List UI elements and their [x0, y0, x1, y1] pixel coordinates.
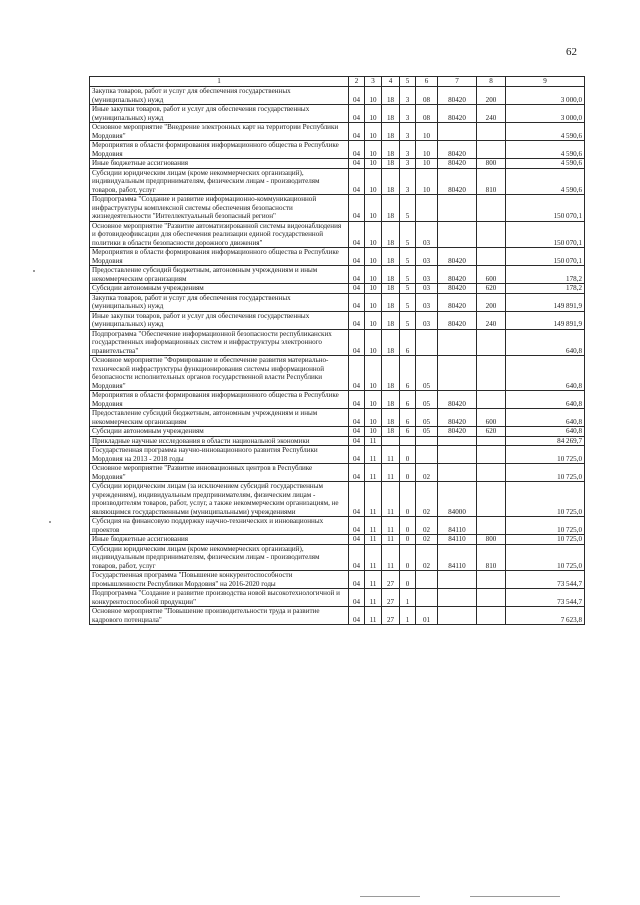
- subsection-code-cell: 11: [365, 589, 382, 607]
- section-code-cell: 04: [349, 409, 365, 427]
- direction-code-cell: [438, 436, 477, 446]
- subprogram-code-cell: 0: [400, 544, 416, 571]
- section-code-cell: 04: [349, 284, 365, 294]
- subprogram-code-cell: 1: [400, 589, 416, 607]
- row-name-cell: Подпрограмма "Создание и развитие информационно-коммуникационной инфраструктуры комплексной системы обеспечения безопасности жизнедеятельности "Интеллектуальный безопасный регион": [90, 195, 349, 222]
- amount-cell: 4 590,6: [506, 168, 585, 195]
- expense-type-cell: [477, 123, 506, 141]
- direction-code-cell: 80420: [438, 409, 477, 427]
- amount-cell: 10 725,0: [506, 517, 585, 535]
- row-name-cell: Подпрограмма "Создание и развитие производства новой высокотехнологичной и конкурентоспособной продукции": [90, 589, 349, 607]
- expense-type-cell: [477, 248, 506, 266]
- header-cell: 7: [438, 77, 477, 87]
- subsection-code-cell: 11: [365, 436, 382, 446]
- subprogram-code-cell: 3: [400, 168, 416, 195]
- amount-cell: 4 590,6: [506, 123, 585, 141]
- amount-cell: 3 000,0: [506, 105, 585, 123]
- section-code-cell: 04: [349, 195, 365, 222]
- header-cell: 4: [382, 77, 400, 87]
- amount-cell: 640,8: [506, 409, 585, 427]
- expense-type-cell: 810: [477, 544, 506, 571]
- activity-code-cell: 02: [416, 517, 438, 535]
- section-code-cell: 04: [349, 356, 365, 391]
- subsection-code-cell: 11: [365, 464, 382, 482]
- section-code-cell: 04: [349, 427, 365, 437]
- activity-code-cell: [416, 195, 438, 222]
- table-row: [90, 284, 585, 294]
- subsection-code-cell: 10: [365, 329, 382, 356]
- subprogram-code-cell: 6: [400, 409, 416, 427]
- direction-code-cell: 80420: [438, 248, 477, 266]
- activity-code-cell: 10: [416, 168, 438, 195]
- amount-cell: 640,8: [506, 427, 585, 437]
- table-header-row: [90, 77, 585, 87]
- subprogram-code-cell: 5: [400, 221, 416, 248]
- header-cell: 8: [477, 77, 506, 87]
- section-code-cell: 04: [349, 446, 365, 464]
- amount-cell: 150 070,1: [506, 221, 585, 248]
- program-code-cell: 18: [382, 391, 400, 409]
- amount-cell: 7 623,8: [506, 607, 585, 625]
- program-code-cell: 27: [382, 571, 400, 589]
- direction-code-cell: 80420: [438, 427, 477, 437]
- subsection-code-cell: 10: [365, 87, 382, 105]
- row-name-cell: Субсидии автономным учреждениям: [90, 427, 349, 437]
- expense-type-cell: [477, 391, 506, 409]
- table-row: [90, 607, 585, 625]
- subprogram-code-cell: 3: [400, 123, 416, 141]
- subsection-code-cell: 10: [365, 159, 382, 169]
- row-name-cell: Закупка товаров, работ и услуг для обеспечения государственных (муниципальных) нужд: [90, 87, 349, 105]
- expense-type-cell: [477, 329, 506, 356]
- subsection-code-cell: 10: [365, 311, 382, 329]
- direction-code-cell: 80420: [438, 168, 477, 195]
- section-code-cell: 04: [349, 248, 365, 266]
- row-name-cell: Иные закупки товаров, работ и услуг для обеспечения государственных (муниципальных) нужд: [90, 311, 349, 329]
- direction-code-cell: 80420: [438, 311, 477, 329]
- direction-code-cell: 80420: [438, 391, 477, 409]
- activity-code-cell: 10: [416, 159, 438, 169]
- scan-mark: [470, 896, 560, 897]
- program-code-cell: 18: [382, 293, 400, 311]
- table-row: [90, 195, 585, 222]
- section-code-cell: 04: [349, 105, 365, 123]
- program-code-cell: 18: [382, 123, 400, 141]
- table-row: [90, 391, 585, 409]
- row-name-cell: Субсидии юридическим лицам (кроме некоммерческих организаций), индивидуальным предпринимателям, физическим лицам - производителям товаров, работ, услуг: [90, 168, 349, 195]
- subsection-code-cell: 10: [365, 409, 382, 427]
- table-row: [90, 517, 585, 535]
- subsection-code-cell: 10: [365, 356, 382, 391]
- activity-code-cell: 08: [416, 105, 438, 123]
- program-code-cell: [382, 436, 400, 446]
- subprogram-code-cell: 6: [400, 427, 416, 437]
- subprogram-code-cell: 3: [400, 159, 416, 169]
- row-name-cell: Иные бюджетные ассигнования: [90, 159, 349, 169]
- amount-cell: 640,8: [506, 329, 585, 356]
- row-name-cell: Основное мероприятие "Формирование и обеспечение развития материально-технической инфраструктуры функционирования системы информационной безопасности исполнительных органов государственной власти Республики Мордовия": [90, 356, 349, 391]
- row-name-cell: Мероприятия в области формирования информационного общества в Республике Мордовия: [90, 141, 349, 159]
- amount-cell: 10 725,0: [506, 535, 585, 545]
- activity-code-cell: 05: [416, 391, 438, 409]
- section-code-cell: 04: [349, 544, 365, 571]
- amount-cell: 149 891,9: [506, 293, 585, 311]
- table-row: [90, 159, 585, 169]
- subsection-code-cell: 11: [365, 482, 382, 517]
- expense-type-cell: 240: [477, 311, 506, 329]
- expense-type-cell: 200: [477, 87, 506, 105]
- expense-type-cell: 620: [477, 284, 506, 294]
- activity-code-cell: [416, 589, 438, 607]
- program-code-cell: 18: [382, 266, 400, 284]
- row-name-cell: Субсидии автономным учреждениям: [90, 284, 349, 294]
- table-row: [90, 571, 585, 589]
- table-row: [90, 123, 585, 141]
- section-code-cell: 04: [349, 123, 365, 141]
- expense-type-cell: [477, 482, 506, 517]
- amount-cell: 10 725,0: [506, 482, 585, 517]
- subsection-code-cell: 10: [365, 293, 382, 311]
- amount-cell: 10 725,0: [506, 464, 585, 482]
- table-row: [90, 464, 585, 482]
- subprogram-code-cell: 3: [400, 87, 416, 105]
- amount-cell: 4 590,6: [506, 141, 585, 159]
- activity-code-cell: 08: [416, 87, 438, 105]
- subprogram-code-cell: 3: [400, 105, 416, 123]
- direction-code-cell: 84110: [438, 535, 477, 545]
- subprogram-code-cell: 5: [400, 248, 416, 266]
- subprogram-code-cell: 0: [400, 464, 416, 482]
- header-cell: 1: [90, 77, 349, 87]
- table-row: [90, 141, 585, 159]
- program-code-cell: 18: [382, 284, 400, 294]
- amount-cell: 73 544,7: [506, 589, 585, 607]
- row-name-cell: Государственная программа "Повышение конкурентоспособности промышленности Республики Мордовия" на 2016-2020 годы: [90, 571, 349, 589]
- activity-code-cell: 10: [416, 123, 438, 141]
- section-code-cell: 04: [349, 141, 365, 159]
- direction-code-cell: 80420: [438, 87, 477, 105]
- expense-type-cell: [477, 464, 506, 482]
- section-code-cell: 04: [349, 168, 365, 195]
- header-cell: 9: [506, 77, 585, 87]
- section-code-cell: 04: [349, 266, 365, 284]
- activity-code-cell: [416, 446, 438, 464]
- amount-cell: 178,2: [506, 284, 585, 294]
- program-code-cell: 18: [382, 141, 400, 159]
- direction-code-cell: [438, 446, 477, 464]
- section-code-cell: 04: [349, 159, 365, 169]
- activity-code-cell: 03: [416, 266, 438, 284]
- table-row: [90, 446, 585, 464]
- subprogram-code-cell: 0: [400, 446, 416, 464]
- amount-cell: 4 590,6: [506, 159, 585, 169]
- amount-cell: 84 269,7: [506, 436, 585, 446]
- expense-type-cell: 620: [477, 427, 506, 437]
- activity-code-cell: 02: [416, 482, 438, 517]
- direction-code-cell: [438, 589, 477, 607]
- page-number: 62: [566, 46, 577, 58]
- direction-code-cell: [438, 464, 477, 482]
- amount-cell: 150 070,1: [506, 195, 585, 222]
- table-row: [90, 293, 585, 311]
- section-code-cell: 04: [349, 589, 365, 607]
- section-code-cell: 04: [349, 221, 365, 248]
- section-code-cell: 04: [349, 571, 365, 589]
- subprogram-code-cell: 6: [400, 329, 416, 356]
- amount-cell: 178,2: [506, 266, 585, 284]
- row-name-cell: Основное мероприятие "Развитие автоматизированной системы видеонаблюдения и фотовидеофиксации для обеспечения реализации единой государственной политики в области безопасности дорожного движения": [90, 221, 349, 248]
- section-code-cell: 04: [349, 293, 365, 311]
- activity-code-cell: 02: [416, 544, 438, 571]
- section-code-cell: 04: [349, 535, 365, 545]
- expense-type-cell: [477, 195, 506, 222]
- subsection-code-cell: 10: [365, 221, 382, 248]
- direction-code-cell: 84110: [438, 544, 477, 571]
- header-cell: 2: [349, 77, 365, 87]
- section-code-cell: 04: [349, 87, 365, 105]
- table-row: [90, 311, 585, 329]
- program-code-cell: 18: [382, 105, 400, 123]
- table-row: [90, 535, 585, 545]
- activity-code-cell: 05: [416, 427, 438, 437]
- expense-type-cell: 600: [477, 266, 506, 284]
- activity-code-cell: 10: [416, 141, 438, 159]
- activity-code-cell: [416, 329, 438, 356]
- activity-code-cell: 03: [416, 284, 438, 294]
- expense-type-cell: 200: [477, 293, 506, 311]
- subsection-code-cell: 10: [365, 391, 382, 409]
- row-name-cell: Подпрограмма "Обеспечение информационной безопасности республиканских государственных информационных систем и инфраструктуры электронного правительства": [90, 329, 349, 356]
- direction-code-cell: 84110: [438, 517, 477, 535]
- activity-code-cell: 03: [416, 248, 438, 266]
- row-name-cell: Основное мероприятие "Развитие инновационных центров в Республике Мордовия": [90, 464, 349, 482]
- scan-mark: [33, 270, 35, 272]
- direction-code-cell: 80420: [438, 293, 477, 311]
- subsection-code-cell: 11: [365, 607, 382, 625]
- subprogram-code-cell: 3: [400, 141, 416, 159]
- section-code-cell: 04: [349, 517, 365, 535]
- table-row: [90, 248, 585, 266]
- program-code-cell: 11: [382, 446, 400, 464]
- table-row: [90, 436, 585, 446]
- direction-code-cell: [438, 329, 477, 356]
- subsection-code-cell: 11: [365, 544, 382, 571]
- activity-code-cell: 05: [416, 356, 438, 391]
- amount-cell: 640,8: [506, 356, 585, 391]
- direction-code-cell: [438, 571, 477, 589]
- program-code-cell: 18: [382, 159, 400, 169]
- program-code-cell: 27: [382, 589, 400, 607]
- direction-code-cell: [438, 195, 477, 222]
- table-row: [90, 409, 585, 427]
- expense-type-cell: 810: [477, 168, 506, 195]
- amount-cell: 10 725,0: [506, 544, 585, 571]
- budget-table: [89, 76, 585, 625]
- subprogram-code-cell: 1: [400, 607, 416, 625]
- row-name-cell: Прикладные научные исследования в области национальной экономики: [90, 436, 349, 446]
- subsection-code-cell: 10: [365, 141, 382, 159]
- subprogram-code-cell: 6: [400, 356, 416, 391]
- expense-type-cell: [477, 589, 506, 607]
- table-row: [90, 266, 585, 284]
- subsection-code-cell: 10: [365, 266, 382, 284]
- program-code-cell: 18: [382, 248, 400, 266]
- scan-mark: [49, 521, 51, 523]
- program-code-cell: 11: [382, 464, 400, 482]
- program-code-cell: 11: [382, 535, 400, 545]
- scan-mark: [360, 896, 420, 897]
- header-cell: 5: [400, 77, 416, 87]
- activity-code-cell: 05: [416, 409, 438, 427]
- subsection-code-cell: 10: [365, 195, 382, 222]
- direction-code-cell: [438, 221, 477, 248]
- activity-code-cell: 03: [416, 311, 438, 329]
- table-row: [90, 544, 585, 571]
- subprogram-code-cell: 5: [400, 195, 416, 222]
- table-row: [90, 356, 585, 391]
- amount-cell: 149 891,9: [506, 311, 585, 329]
- section-code-cell: 04: [349, 329, 365, 356]
- program-code-cell: 27: [382, 607, 400, 625]
- expense-type-cell: [477, 571, 506, 589]
- row-name-cell: Мероприятия в области формирования информационного общества в Республике Мордовия: [90, 248, 349, 266]
- direction-code-cell: 84000: [438, 482, 477, 517]
- table-row: [90, 221, 585, 248]
- direction-code-cell: 80420: [438, 284, 477, 294]
- activity-code-cell: 02: [416, 464, 438, 482]
- row-name-cell: Предоставление субсидий бюджетным, автономным учреждениям и иным некоммерческим организациям: [90, 409, 349, 427]
- row-name-cell: Основное мероприятие "Повышение производительности труда и развитие кадрового потенциала": [90, 607, 349, 625]
- subprogram-code-cell: 0: [400, 517, 416, 535]
- expense-type-cell: 800: [477, 159, 506, 169]
- amount-cell: 3 000,0: [506, 87, 585, 105]
- program-code-cell: 18: [382, 311, 400, 329]
- section-code-cell: 04: [349, 607, 365, 625]
- activity-code-cell: 02: [416, 535, 438, 545]
- direction-code-cell: [438, 356, 477, 391]
- row-name-cell: Предоставление субсидий бюджетным, автономным учреждениям и иным некоммерческим организациям: [90, 266, 349, 284]
- program-code-cell: 18: [382, 329, 400, 356]
- direction-code-cell: 80420: [438, 266, 477, 284]
- expense-type-cell: [477, 356, 506, 391]
- activity-code-cell: 03: [416, 293, 438, 311]
- activity-code-cell: [416, 571, 438, 589]
- subprogram-code-cell: 0: [400, 535, 416, 545]
- subsection-code-cell: 10: [365, 427, 382, 437]
- program-code-cell: 11: [382, 517, 400, 535]
- section-code-cell: 04: [349, 391, 365, 409]
- expense-type-cell: 800: [477, 535, 506, 545]
- section-code-cell: 04: [349, 482, 365, 517]
- row-name-cell: Государственная программа научно-инновационного развития Республики Мордовия на 2013 - 2018 годы: [90, 446, 349, 464]
- expense-type-cell: [477, 607, 506, 625]
- subsection-code-cell: 11: [365, 571, 382, 589]
- program-code-cell: 18: [382, 427, 400, 437]
- program-code-cell: 18: [382, 168, 400, 195]
- activity-code-cell: 03: [416, 221, 438, 248]
- table-row: [90, 105, 585, 123]
- expense-type-cell: [477, 446, 506, 464]
- table-row: [90, 589, 585, 607]
- header-cell: 3: [365, 77, 382, 87]
- row-name-cell: Субсидии юридическим лицам (за исключением субсидий государственным учреждениям), индивидуальным предпринимателям, физическим лицам - производителям товаров, работ, услуг, а также некоммерческим организациям, не являющимся государственными (муниципальными) учреждениями: [90, 482, 349, 517]
- row-name-cell: Иные закупки товаров, работ и услуг для обеспечения государственных (муниципальных) нужд: [90, 105, 349, 123]
- program-code-cell: 11: [382, 482, 400, 517]
- amount-cell: 640,8: [506, 391, 585, 409]
- subsection-code-cell: 11: [365, 535, 382, 545]
- direction-code-cell: 80420: [438, 141, 477, 159]
- direction-code-cell: 80420: [438, 105, 477, 123]
- activity-code-cell: 01: [416, 607, 438, 625]
- direction-code-cell: 80420: [438, 159, 477, 169]
- subprogram-code-cell: 5: [400, 266, 416, 284]
- row-name-cell: Мероприятия в области формирования информационного общества в Республике Мордовия: [90, 391, 349, 409]
- subsection-code-cell: 10: [365, 248, 382, 266]
- subprogram-code-cell: 5: [400, 293, 416, 311]
- row-name-cell: Закупка товаров, работ и услуг для обеспечения государственных (муниципальных) нужд: [90, 293, 349, 311]
- section-code-cell: 04: [349, 311, 365, 329]
- subsection-code-cell: 10: [365, 284, 382, 294]
- expense-type-cell: [477, 141, 506, 159]
- row-name-cell: Иные бюджетные ассигнования: [90, 535, 349, 545]
- row-name-cell: Субсидия на финансовую поддержку научно-технических и инновационных проектов: [90, 517, 349, 535]
- program-code-cell: 18: [382, 356, 400, 391]
- subsection-code-cell: 11: [365, 517, 382, 535]
- expense-type-cell: 600: [477, 409, 506, 427]
- table-row: [90, 427, 585, 437]
- subsection-code-cell: 10: [365, 168, 382, 195]
- table-row: [90, 329, 585, 356]
- subprogram-code-cell: 0: [400, 571, 416, 589]
- row-name-cell: Субсидии юридическим лицам (кроме некоммерческих организаций), индивидуальным предпринимателям, физическим лицам - производителям товаров, работ, услуг: [90, 544, 349, 571]
- expense-type-cell: [477, 436, 506, 446]
- subsection-code-cell: 10: [365, 105, 382, 123]
- header-cell: 6: [416, 77, 438, 87]
- amount-cell: 150 070,1: [506, 248, 585, 266]
- program-code-cell: 18: [382, 409, 400, 427]
- amount-cell: 73 544,7: [506, 571, 585, 589]
- subsection-code-cell: 11: [365, 446, 382, 464]
- direction-code-cell: [438, 607, 477, 625]
- expense-type-cell: [477, 517, 506, 535]
- subprogram-code-cell: 5: [400, 284, 416, 294]
- expense-type-cell: [477, 221, 506, 248]
- section-code-cell: 04: [349, 436, 365, 446]
- subsection-code-cell: 10: [365, 123, 382, 141]
- subprogram-code-cell: 5: [400, 311, 416, 329]
- table-row: [90, 87, 585, 105]
- table-row: [90, 168, 585, 195]
- section-code-cell: 04: [349, 464, 365, 482]
- program-code-cell: 18: [382, 195, 400, 222]
- subprogram-code-cell: 0: [400, 482, 416, 517]
- program-code-cell: 18: [382, 87, 400, 105]
- table-row: [90, 482, 585, 517]
- subprogram-code-cell: [400, 436, 416, 446]
- expense-type-cell: 240: [477, 105, 506, 123]
- program-code-cell: 18: [382, 221, 400, 248]
- activity-code-cell: [416, 436, 438, 446]
- program-code-cell: 11: [382, 544, 400, 571]
- subprogram-code-cell: 6: [400, 391, 416, 409]
- amount-cell: 10 725,0: [506, 446, 585, 464]
- row-name-cell: Основное мероприятие "Внедрение электронных карт на территории Республики Мордовия": [90, 123, 349, 141]
- direction-code-cell: [438, 123, 477, 141]
